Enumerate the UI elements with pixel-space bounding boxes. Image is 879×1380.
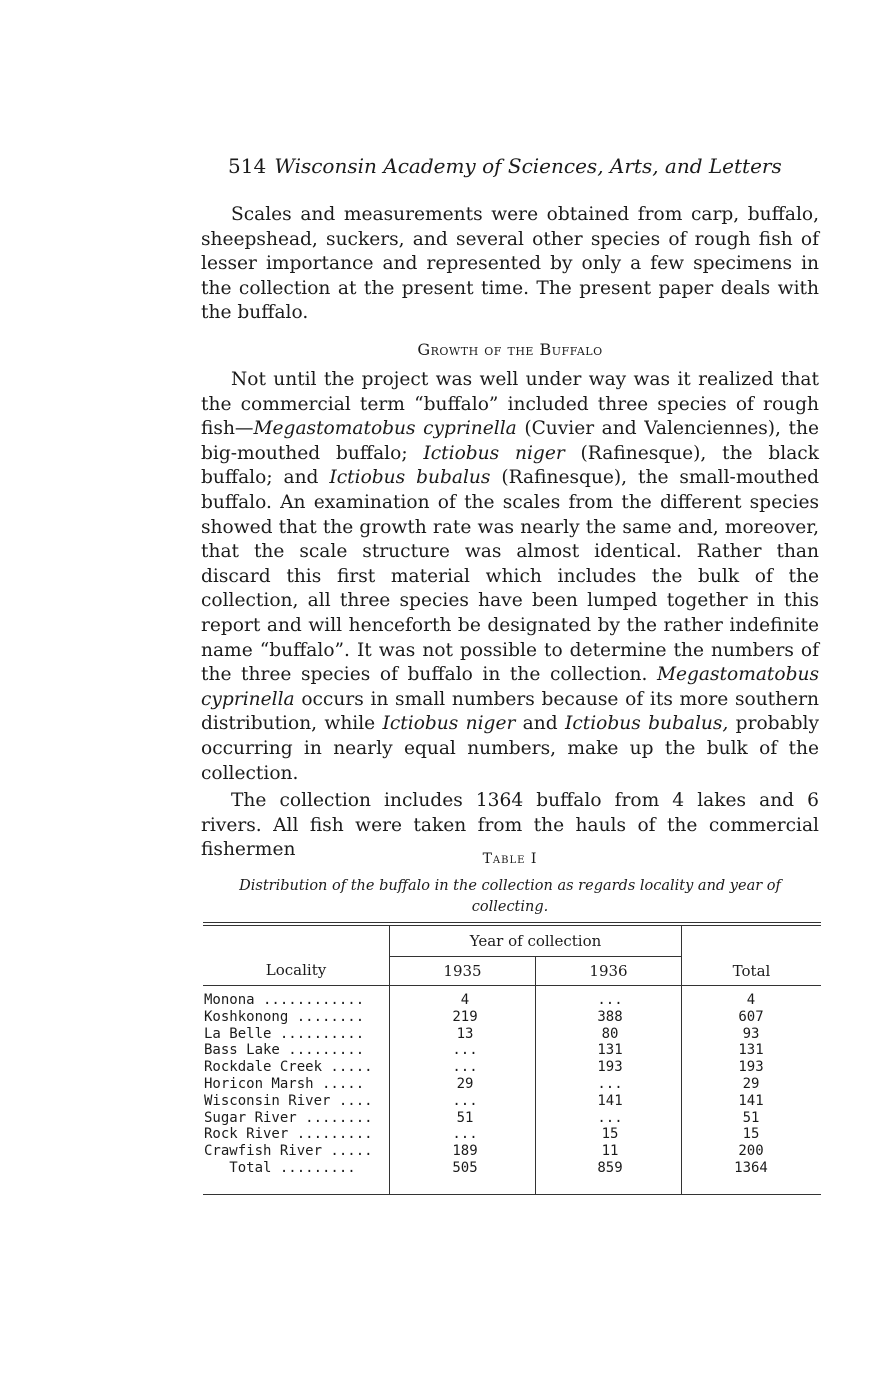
header-locality: Locality [265,961,327,979]
running-title: Wisconsin Academy of Sciences, Arts, and Letters [274,154,782,178]
cell-locality: Horicon Marsh ..... [204,1075,365,1092]
section-heading: Growth of the Buffalo [417,340,603,359]
cell-locality: Wisconsin River .... [204,1092,373,1109]
cell-1936: 388 [597,1008,623,1025]
cell-1935: ... [452,1126,478,1143]
cell-1936: 859 [597,1159,623,1176]
cell-locality: Rockdale Creek ..... [204,1059,373,1076]
table-row [203,1110,821,1127]
cell-1936: 193 [597,1059,623,1076]
table-row [203,1126,821,1143]
cell-locality: Rock River ......... [204,1126,373,1143]
cell-1936: 15 [601,1126,619,1143]
cell-1936: ... [597,1109,623,1126]
cell-1935: 219 [452,1008,478,1025]
cell-1936: 141 [597,1092,623,1109]
species-name: Ictiobus niger [423,442,565,464]
paragraph-text: Scales and measurements were obtained from carp, buffalo, sheepshead, suckers, and several other species of rough fish of lesser importance and represented by only a few specimens in the collection at the present time. The present paper deals with the buffalo. [201,204,819,324]
cell-locality: Sugar River ........ [204,1109,373,1126]
cell-total: 193 [738,1059,764,1076]
table-row [203,1026,821,1043]
table-top-rule [203,925,821,926]
paragraph-text: Not until the project was well under way was it realized that the commercial term “buffalo” included three species of rough fish—Megastomatobus cyprinella (Cuvier and Valenciennes), the big-mouthed buffalo; Ictiobus niger (Rafinesque), the black buffalo; and Ictiobus bubalus (Rafinesque), the small-mouthed buffalo. An examination of the scales from the different species showed that the growth rate was nearly the same and, moreover, that the scale structure was almost identical. Rather than discard this first material which includes the bulk of the collection, all three species have been lumped together in this report and will henceforth be designated by the rather indefinite name “buffalo”. It was not possible to determine the numbers of the three species of buffalo in the collection. Megastomatobus cyprinella occurs in small numbers because of its more southern distribution, while Ictiobus niger and Ictiobus bubalus, probably occurring in nearly equal numbers, make up the bulk of the collection. [201,369,819,784]
cell-1935: 189 [452,1143,478,1160]
paragraph-growth [201,368,819,786]
cell-1935: 29 [456,1075,474,1092]
species-name: Ictiobus bubalus, [564,713,729,735]
table-row [203,1009,821,1026]
cell-1935: 51 [456,1109,474,1126]
header-1935: 1935 [443,962,482,980]
cell-locality: Total ......... [204,1159,356,1176]
page-number: 514 [228,154,267,178]
table-row [203,1093,821,1110]
cell-1935: ... [452,1059,478,1076]
paragraph-text: The collection includes 1364 buffalo from 4 lakes and 6 rivers. All fish were taken from the hauls of the commercial fishermen [201,790,819,861]
cell-total: 141 [738,1092,764,1109]
table-bottom-rule [203,1194,821,1195]
distribution-table [203,922,821,1202]
cell-1936: 11 [601,1143,619,1160]
header-rule [389,956,681,957]
cell-1936: ... [597,992,623,1008]
species-name: Megastomatobus cyprinella [201,664,819,710]
cell-1935: ... [452,1092,478,1109]
table-body [203,992,821,1177]
header-total: Total [732,962,771,980]
species-name: Ictiobus bubalus [329,467,491,489]
paragraph-intro [201,203,819,326]
table-row [203,1160,821,1177]
cell-1935: 505 [452,1159,478,1176]
cell-locality: La Belle .......... [204,1025,365,1042]
table-row [203,992,821,1009]
table-row [203,1042,821,1059]
cell-total: 607 [738,1008,764,1025]
cell-1936: ... [597,1075,623,1092]
cell-total: 29 [742,1075,760,1092]
species-name: Ictiobus niger [382,713,516,735]
cell-total: 131 [738,1042,764,1059]
table-label: Table I [482,851,538,867]
cell-1935: 4 [460,992,470,1008]
cell-locality: Monona ............ [204,992,365,1008]
species-name: Megastomatobus cyprinella [253,418,517,440]
header-year-of-collection: Year of collection [469,932,602,950]
header-1936: 1936 [589,962,628,980]
cell-total: 15 [742,1126,760,1143]
header-bottom-rule [203,985,821,986]
cell-total: 1364 [734,1159,768,1176]
cell-locality: Koshkonong ........ [204,1008,365,1025]
cell-1936: 80 [601,1025,619,1042]
table-caption: Distribution of the buffalo in the collection as regards locality and year of collecting. [239,878,781,915]
table-top-rule [203,922,821,923]
cell-total: 4 [746,992,756,1008]
page-header [228,153,828,179]
cell-locality: Crawfish River ..... [204,1143,373,1160]
cell-locality: Bass Lake ......... [204,1042,365,1059]
cell-1935: ... [452,1042,478,1059]
table-row [203,1076,821,1093]
cell-total: 93 [742,1025,760,1042]
cell-total: 51 [742,1109,760,1126]
table-row [203,1059,821,1076]
cell-1936: 131 [597,1042,623,1059]
cell-total: 200 [738,1143,764,1160]
table-row [203,1143,821,1160]
cell-1935: 13 [456,1025,474,1042]
